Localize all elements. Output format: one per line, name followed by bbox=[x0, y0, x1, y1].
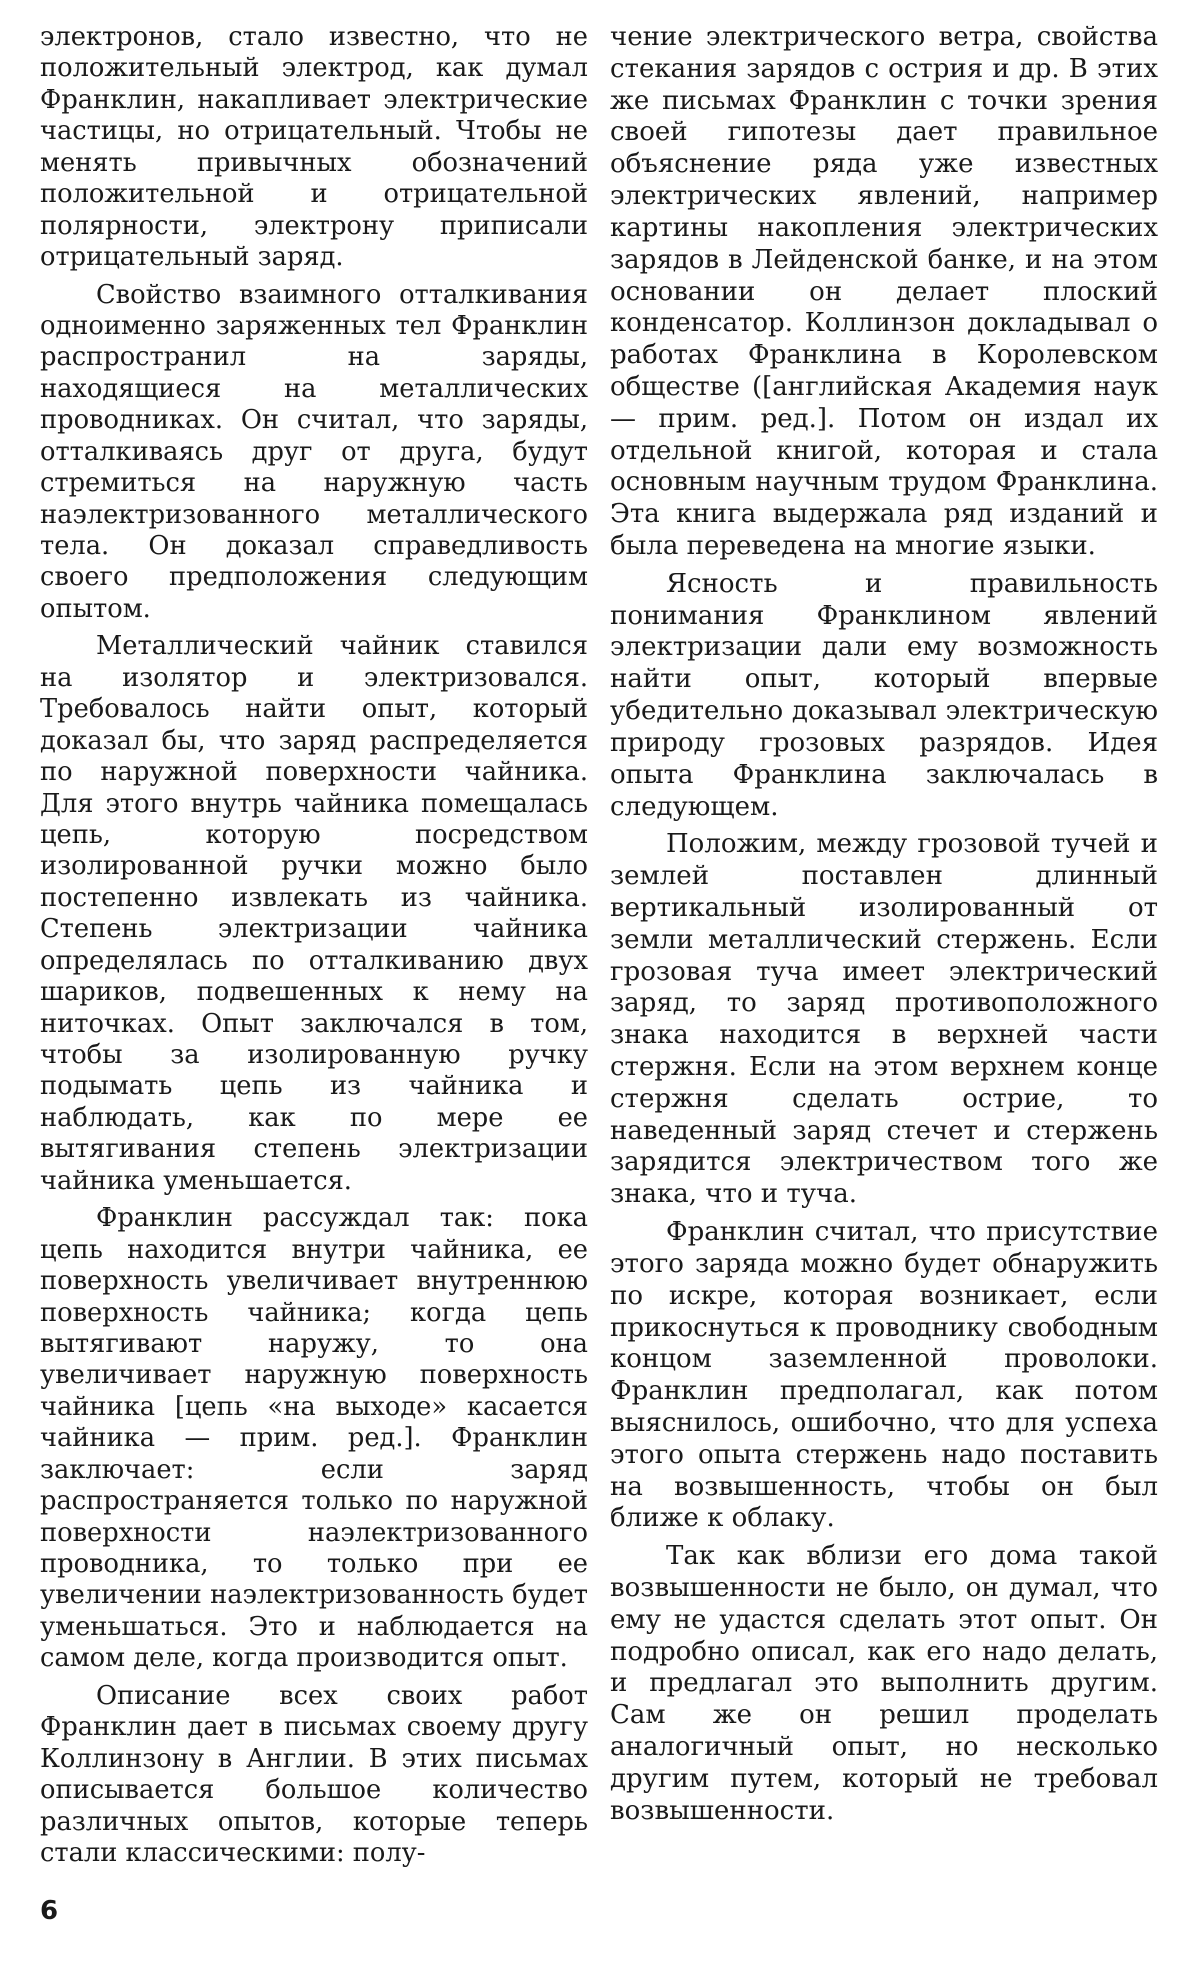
paragraph: Так как вблизи его дома такой возвышенности не было, он думал, что ему не удастся сделать этот опыт. Он подробно описал, как его надо делать, и предлагал это выполнить другим. Сам же он решил проделать аналогичный опыт, но несколько другим путем, который не требовал возвышенности. bbox=[610, 1541, 1158, 1826]
paragraph: Положим, между грозовой тучей и землей поставлен длинный вертикальный изолированный от земли металлический стержень. Если грозовая туча имеет электрический заряд, то заряд противоположного знака находится в верхней части стержня. Если на этом верхнем конце стержня сделать острие, то наведенный заряд стечет и стержень зарядится электричеством того же знака, что и туча. bbox=[610, 829, 1158, 1210]
paragraph: Описание всех своих работ Франклин дает в письмах своему другу Коллинзону в Англии. В этих письмах описывается большое количество различных опытов, которые теперь стали классическими: полу- bbox=[40, 1680, 588, 1868]
paragraph: электронов, стало известно, что не положительный электрод, как думал Франклин, накапливает электрические частицы, но отрицательный. Чтобы не менять привычных обозначений положительной и отрицательной полярности, электрону приписали отрицательный заряд. bbox=[40, 22, 588, 273]
paragraph: Ясность и правильность понимания Франклином явлений электризации дали ему возможность найти опыт, который впервые убедительно доказывал электрическую природу грозовых разрядов. Идея опыта Франклина заключалась в следующем. bbox=[610, 568, 1158, 822]
paragraph: Свойство взаимного отталкивания одноименно заряженных тел Франклин распространил на заряды, находящиеся на металлических проводниках. Он считал, что заряды, отталкиваясь друг от друга, будут стремиться на наружную часть наэлектризованного металлического тела. Он доказал справедливость своего предположения следующим опытом. bbox=[40, 279, 588, 624]
paragraph: Франклин считал, что присутствие этого заряда можно будет обнаружить по искре, которая возникает, если прикоснуться к проводнику свободным концом заземленной проволоки. Франклин предполагал, как потом выяснилось, ошибочно, что для успеха этого опыта стержень надо поставить на возвышенность, чтобы он был ближе к облаку. bbox=[610, 1217, 1158, 1534]
paragraph: чение электрического ветра, свойства стекания зарядов с острия и др. В этих же письмах Франклин с точки зрения своей гипотезы дает правильное объяснение ряда уже известных электрических явлений, например картины накопления электрических зарядов в Лейденской банке, и на этом основании он делает плоский конденсатор. Коллинзон докладывал о работах Франклина в Королевском обществе ([английская Академия наук — прим. ред.]. Потом он издал их отдельной книгой, которая и стала основным научным трудом Франклина. Эта книга выдержала ряд изданий и была переведена на многие языки. bbox=[610, 22, 1158, 561]
paragraph: Франклин рассуждал так: пока цепь находится внутри чайника, ее поверхность увеличивает внутреннюю поверхность чайника; когда цепь вытягивают наружу, то она увеличивает наружную поверхность чайника [цепь «на выходе» касается чайника — прим. ред.]. Франклин заключает: если заряд распространяется только по наружной поверхности наэлектризованного проводника, то только при ее увеличении наэлектризованность будет уменьшаться. Это и наблюдается на самом деле, когда производится опыт. bbox=[40, 1203, 588, 1674]
page-number: 6 bbox=[40, 1896, 59, 1926]
paragraph: Металлический чайник ставился на изолятор и электризовался. Требовалось найти опыт, который доказал бы, что заряд распределяется по наружной поверхности чайника. Для этого внутрь чайника помещалась цепь, которую посредством изолированной ручки можно было постепенно извлекать из чайника. Степень электризации чайника определялась по отталкиванию двух шариков, подвешенных к нему на ниточках. Опыт заключался в том, чтобы за изолированную ручку подымать цепь из чайника и наблюдать, как по мере ее вытягивания степень электризации чайника уменьшается. bbox=[40, 631, 588, 1196]
right-text-column bbox=[610, 22, 1158, 1834]
left-text-column bbox=[40, 22, 588, 1875]
